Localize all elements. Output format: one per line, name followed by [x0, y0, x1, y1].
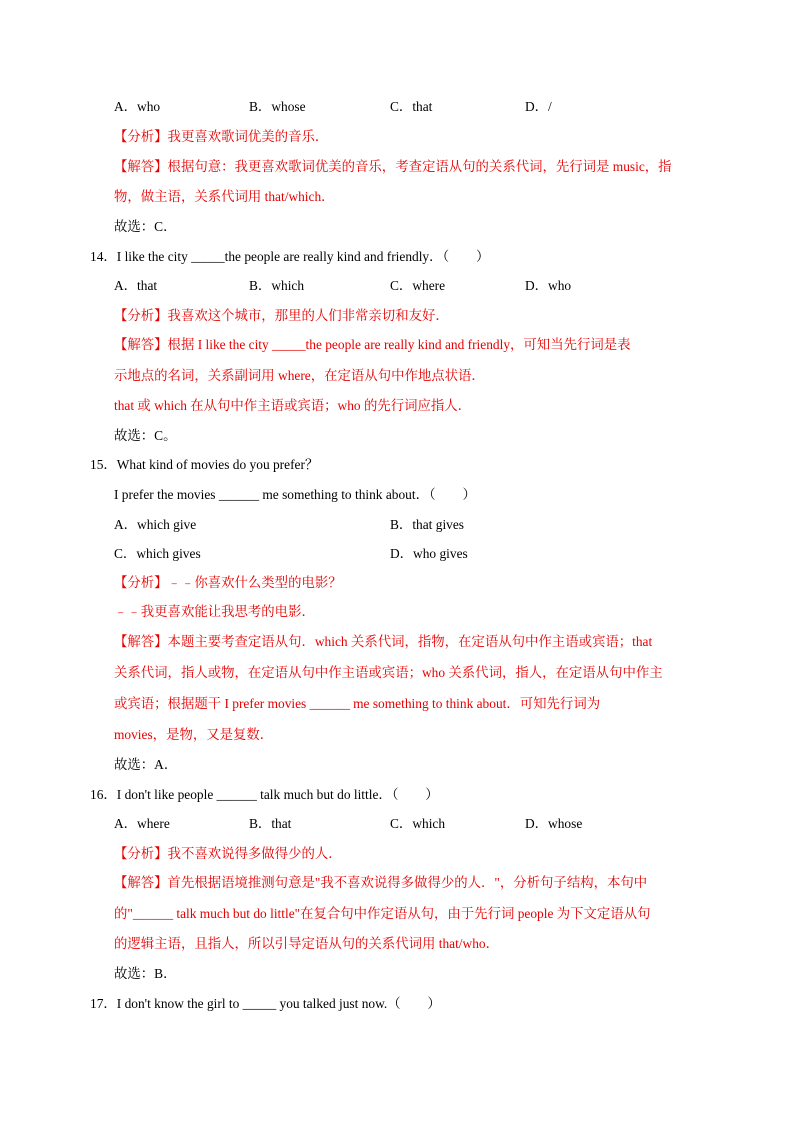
q16-option-b: B．that: [249, 816, 292, 831]
q14-option-c: C．where: [390, 278, 446, 293]
q15-answer-line-4: movies，是物，又是复数．: [114, 727, 274, 742]
q16-option-c: C．which: [390, 816, 446, 831]
q14-answer-line-1: 【解答】根据 I like the city _____the people are really kind and friendly，可知当先行词是表: [114, 337, 631, 352]
q16-analysis: 【分析】我不喜欢说得多做得少的人．: [114, 846, 342, 861]
q15-option-b: B．that gives: [390, 517, 465, 532]
q15-choice: 故选：A．: [114, 757, 178, 772]
q14-question: 14．I like the city _____the people are really kind and friendly．（ ）: [90, 249, 490, 264]
q13-option-c: C．that: [390, 99, 433, 114]
q13-answer-line-2: 物，做主语，关系代词用 that/which．: [114, 189, 335, 204]
q15-analysis-line-1: 【分析】﹣﹣你喜欢什么类型的电影？: [114, 575, 342, 590]
q15-analysis-line-2: ﹣﹣我更喜欢能让我思考的电影．: [114, 604, 315, 619]
q16-answer-line-2: 的"______ talk much but do little"在复合句中作定语从句，由于先行词 people 为下文定语从句: [114, 906, 651, 921]
q14-analysis: 【分析】我喜欢这个城市，那里的人们非常亲切和友好．: [114, 308, 449, 323]
q14-option-a: A．that: [114, 278, 158, 293]
q14-answer-line-2: 示地点的名词，关系副词用 where，在定语从句中作地点状语．: [114, 368, 485, 383]
q14-option-d: D．who: [525, 278, 572, 293]
q14-choice: 故选：C。: [114, 428, 177, 443]
q13-analysis: 【分析】我更喜欢歌词优美的音乐．: [114, 129, 329, 144]
q16-answer-line-3: 的逻辑主语，且指人，所以引导定语从句的关系代词用 that/who．: [114, 936, 499, 951]
q16-option-a: A．where: [114, 816, 170, 831]
q13-choice: 故选：C．: [114, 219, 177, 234]
q13-option-a: A．who: [114, 99, 161, 114]
q15-option-a: A．which give: [114, 517, 197, 532]
q16-option-d: D．whose: [525, 816, 583, 831]
q13-answer-line-1: 【解答】根据句意：我更喜欢歌词优美的音乐，考查定语从句的关系代词，先行词是 music，指: [114, 159, 672, 174]
q16-choice: 故选：B．: [114, 966, 177, 981]
q13-option-d: D．/: [525, 99, 552, 114]
q15-option-d: D．who gives: [390, 546, 468, 561]
q15-option-c: C．which gives: [114, 546, 201, 561]
q15-sentence: I prefer the movies ______ me something to think about．（ ）: [114, 487, 476, 502]
q15-answer-line-3: 或宾语；根据题干 I prefer movies ______ me something to think about．可知先行词为: [114, 696, 601, 711]
q15-answer-line-1: 【解答】本题主要考查定语从句．which 关系代词，指物，在定语从句中作主语或宾语；that: [114, 634, 653, 649]
q13-option-b: B．whose: [249, 99, 306, 114]
q16-answer-line-1: 【解答】首先根据语境推测句意是"我不喜欢说得多做得少的人．"，分析句子结构，本句中: [114, 875, 648, 890]
q15-question: 15．What kind of movies do you prefer？: [90, 457, 319, 472]
q17-question: 17．I don't know the girl to _____ you talked just now.（ ）: [90, 996, 441, 1011]
q16-question: 16．I don't like people ______ talk much but do little．（ ）: [90, 787, 439, 802]
q14-answer-line-3: that 或 which 在从句中作主语或宾语；who 的先行词应指人．: [114, 398, 472, 413]
q14-option-b: B．which: [249, 278, 305, 293]
q15-answer-line-2: 关系代词，指人或物，在定语从句中作主语或宾语；who 关系代词，指人，在定语从句中作主: [114, 665, 663, 680]
